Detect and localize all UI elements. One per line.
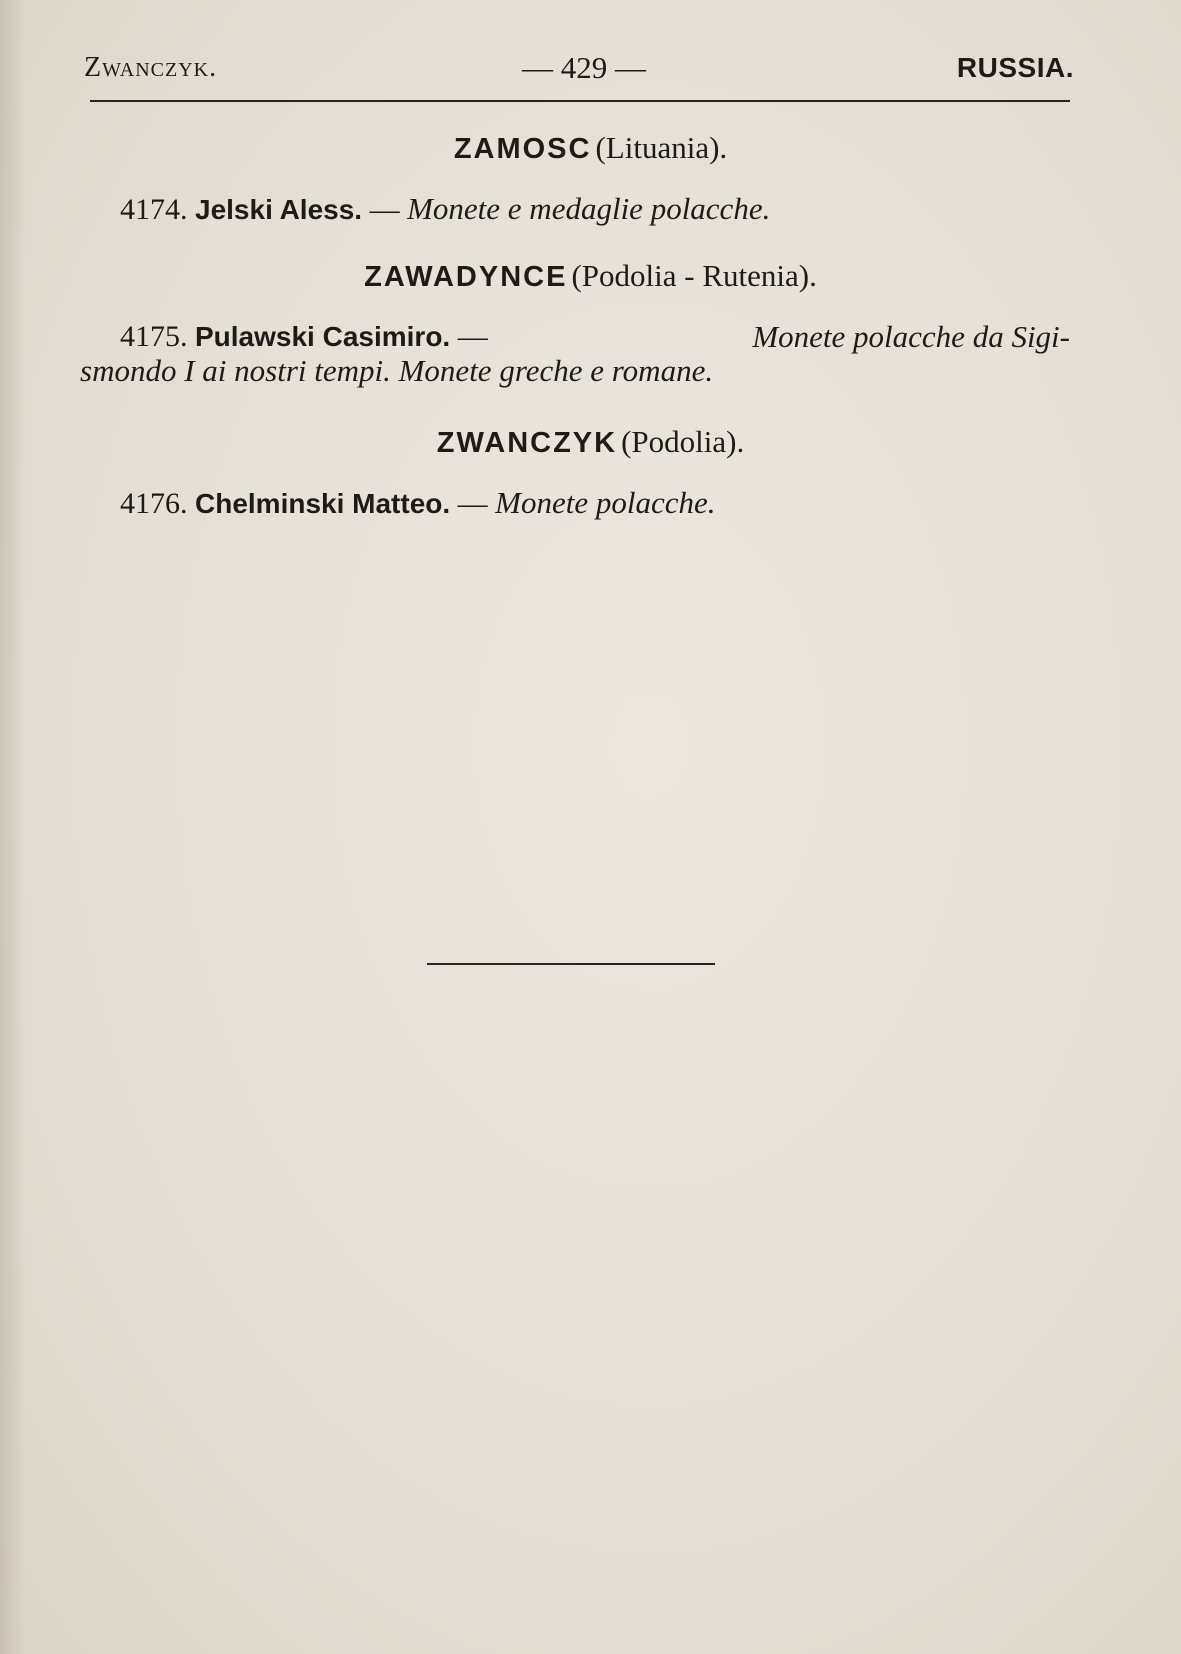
gutter-shadow — [0, 0, 26, 1654]
entry-number: 4175. — [120, 320, 188, 353]
section-place: ZAWADYNCE — [364, 261, 568, 293]
section-region: (Podolia). — [621, 424, 745, 459]
entry-4175 — [80, 320, 1070, 388]
running-head-left: Zwanczyk. — [84, 52, 218, 83]
header-rule — [90, 100, 1070, 102]
entry-title: Monete polacche. — [495, 485, 716, 520]
entry-dash: — — [457, 487, 488, 520]
entry-dash: — — [369, 193, 400, 226]
running-head-right: RUSSIA. — [956, 52, 1074, 83]
section-region: (Podolia - Rutenia). — [571, 258, 817, 293]
entry-title-line-2: smondo I ai nostri tempi. Monete greche e romane. — [80, 353, 714, 388]
end-rule — [427, 963, 715, 965]
entry-title: Monete e medaglie polacche. — [407, 191, 771, 226]
entry-dash: — — [457, 320, 488, 353]
entry-author: Pulawski Casimiro. — [195, 321, 451, 352]
section-heading-zamosc — [0, 130, 1181, 166]
entry-number: 4174. — [120, 193, 188, 226]
section-region: (Lituania). — [595, 130, 728, 165]
running-header — [84, 48, 1074, 92]
entry-title-line-1: Monete polacche da Sigi- — [752, 319, 1070, 354]
section-place: ZAMOSC — [453, 133, 592, 165]
section-heading-zwanczyk — [0, 424, 1181, 460]
entry-4174 — [80, 192, 1070, 227]
section-place: ZWANCZYK — [436, 427, 618, 459]
entry-number: 4176. — [120, 487, 188, 520]
entry-author: Jelski Aless. — [195, 194, 363, 225]
entry-4176 — [80, 486, 1070, 521]
entry-author: Chelminski Matteo. — [195, 488, 451, 519]
section-heading-zawadynce — [0, 258, 1181, 294]
page-number: — 429 — — [522, 50, 646, 85]
